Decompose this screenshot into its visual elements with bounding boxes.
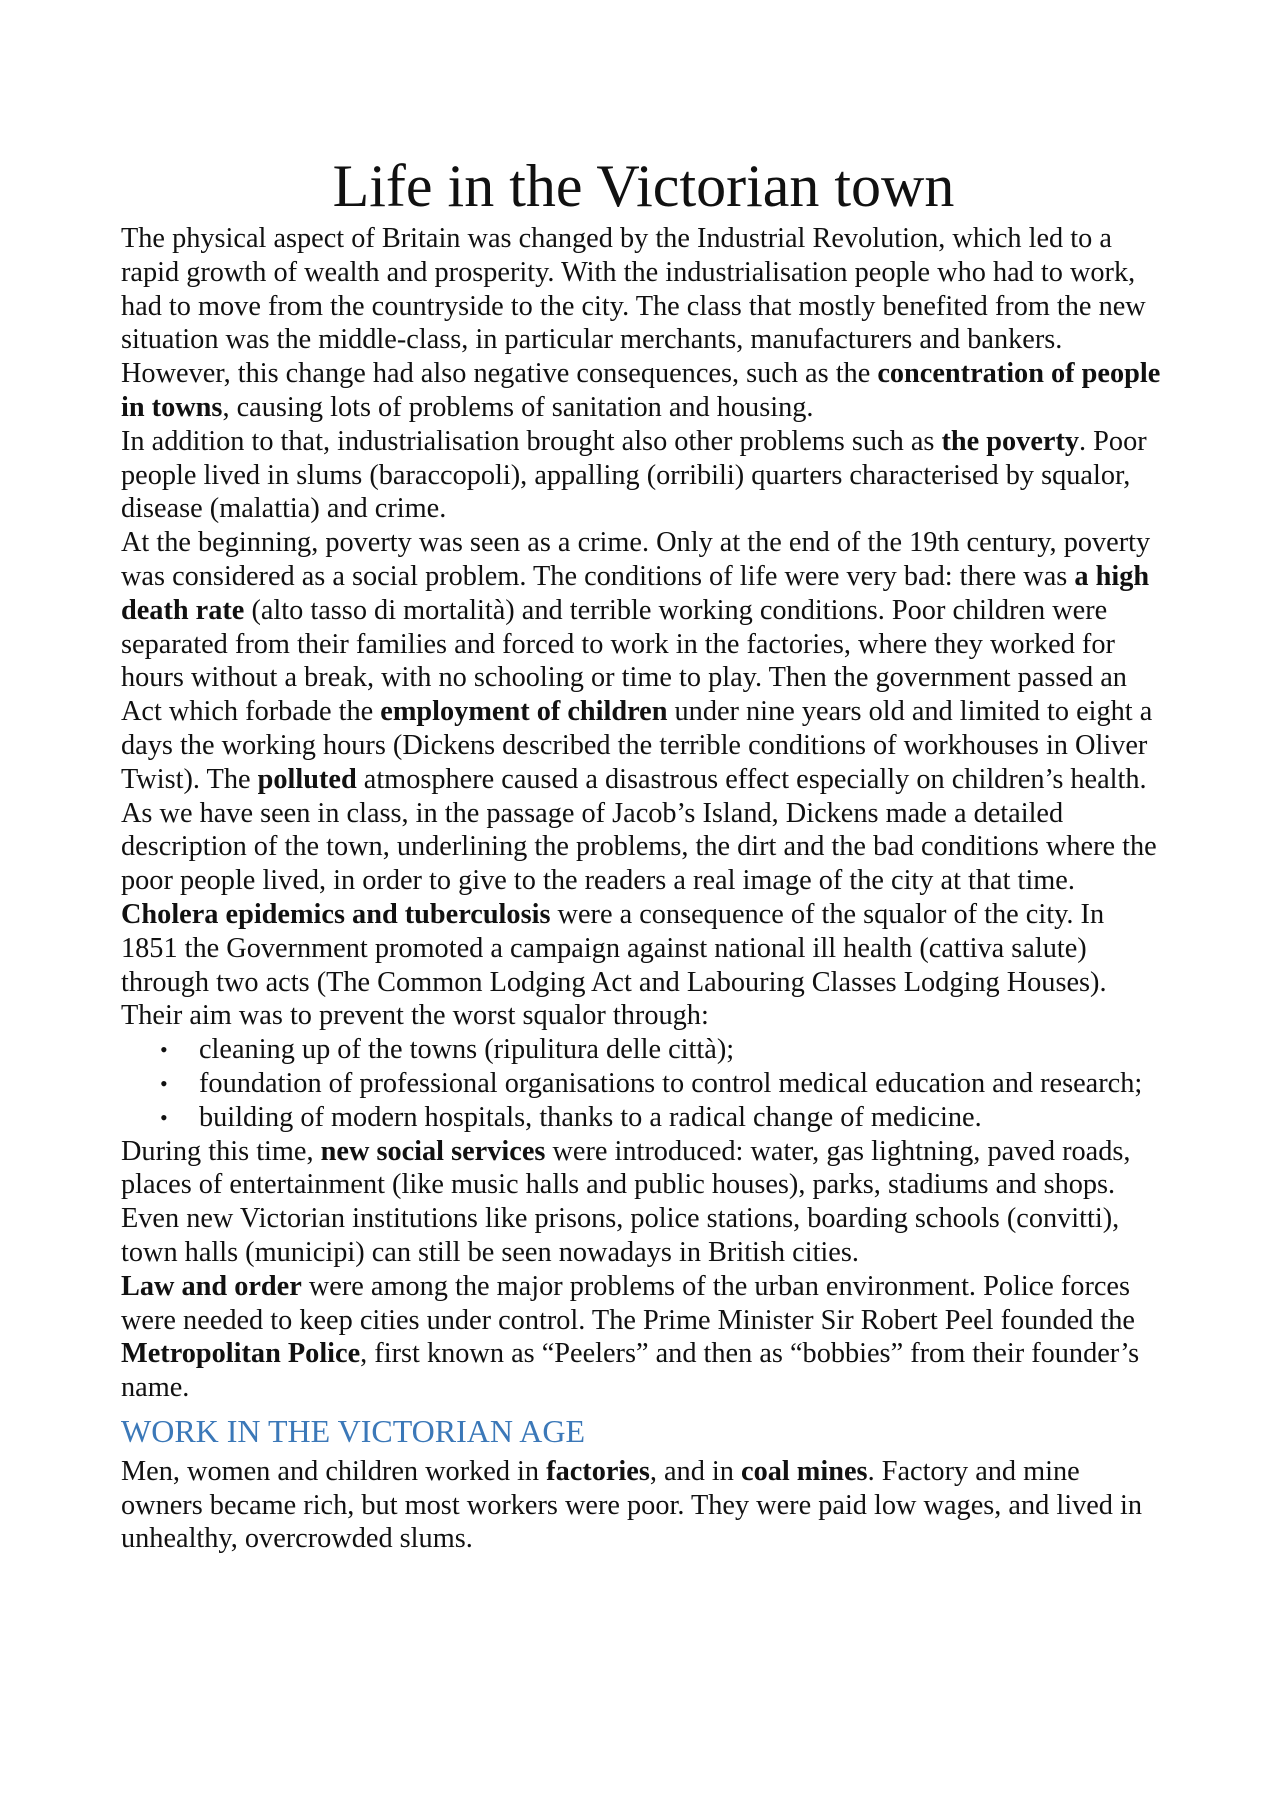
bullet-icon: • [160,1037,168,1063]
text-run: were a consequence of the squalor of the city. In 1851 the Government promoted a campaign against national ill health (cattiva salute) through two acts (The Common Lodging Act and Labouring Classes Lodging Houses). Their aim was to prevent the worst squalor through: [121,898,1107,1032]
bold-term: coal mines [741,1455,868,1487]
text-run: under nine years old and limited to eight a days the working hours (Dickens described the terrible conditions of workhouses in Oliver Twist). The [121,696,1153,795]
text-run: , causing lots of problems of sanitation and housing. [222,391,814,423]
text-run: (alto tasso di mortalità) and terrible working conditions. Poor children were separated from their families and forced to work in the factories, where they worked for hours without a break, with no schooling or time to play. Then the government passed an Act which forbade the [121,594,1127,728]
paragraph-social-services [121,1135,1166,1203]
bold-term: concentration of people in towns [121,358,1161,423]
page-title: Life in the Victorian town [332,153,955,219]
text-run: Even new Victorian institutions like prisons, police stations, boarding schools (convitti), town halls (municipi) can still be seen nowadays in British cities. [121,1203,1120,1268]
list-item-text: cleaning up of the towns (ripulitura delle città); [199,1034,735,1066]
text-run: At the beginning, poverty was seen as a crime. Only at the end of the 19th century, poverty was considered as a social problem. The conditions of life were very bad: there was [121,527,1151,592]
text-run: , first known as “Peelers” and then as “bobbies” from their founder’s name. [121,1338,1140,1404]
paragraph-epidemics [121,898,1166,1033]
bold-term: Cholera epidemics and tuberculosis [121,898,551,930]
paragraph-industrial-revolution [121,222,1166,425]
section-heading-work: WORK IN THE VICTORIAN AGE [121,1412,585,1449]
list-item [121,1067,1166,1101]
list-item-text: foundation of professional organisations to control medical education and research; [199,1067,1143,1099]
paragraph-law-and-order [121,1270,1166,1405]
paragraph-work [121,1455,1166,1556]
bullet-icon: • [160,1104,168,1130]
paragraph-living-conditions [121,526,1166,898]
text-run: were among the major problems of the urban environment. Police forces were needed to keep cities under control. The Prime Minister Sir Robert Peel founded the [121,1270,1135,1336]
text-run: In addition to that, industrialisation brought also other problems such as [121,425,942,457]
bullet-icon: • [160,1070,168,1096]
reforms-list [121,1033,1166,1134]
document-page [121,150,1166,1556]
text-run: were introduced: water, gas lightning, paved roads, places of entertainment (like music halls and public houses), parks, stadiums and shops. [121,1135,1131,1201]
bold-term: a high death rate [121,560,1150,626]
bold-term: the poverty [941,425,1080,457]
bold-term: employment of children [380,696,668,728]
bold-term: Law and order [121,1270,302,1302]
text-run: Men, women and children worked in [121,1455,547,1487]
list-item-text: building of modern hospitals, thanks to a radical change of medicine. [199,1101,982,1133]
bold-term: Metropolitan Police [121,1338,361,1370]
text-run: . Factory and mine owners became rich, but most workers were poor. They were paid low wages, and lived in unhealthy, overcrowded slums. [121,1455,1143,1555]
list-item [121,1033,1166,1067]
text-run: . Poor people lived in slums (baraccopoli), appalling (orribili) quarters characterised by squalor, disease (malattia) and crime. [121,425,1147,525]
list-item [121,1101,1166,1135]
paragraph-institutions [121,1202,1166,1270]
text-run: , and in [649,1455,742,1487]
paragraph-poverty [121,425,1166,526]
bold-term: factories [546,1455,650,1487]
text-run: atmosphere caused a disastrous effect especially on children’s health. As we have seen in class, in the passage of Jacob’s Island, Dickens made a detailed description of the town, underlining the problems, the dirt and the bad conditions where the poor people lived, in order to give to the readers a real image of the city at that time. [121,763,1157,897]
bold-term: new social services [320,1135,546,1167]
bold-term: polluted [257,763,357,795]
text-run: The physical aspect of Britain was changed by the Industrial Revolution, which led to a rapid growth of wealth and prosperity. With the industrialisation people who had to work, had to move from the countryside to the city. The class that mostly benefited from the new situation was the middle-class, in particular merchants, manufacturers and bankers. However, this change had also negative consequences, such as the [121,223,1146,390]
text-run: During this time, [121,1135,321,1167]
